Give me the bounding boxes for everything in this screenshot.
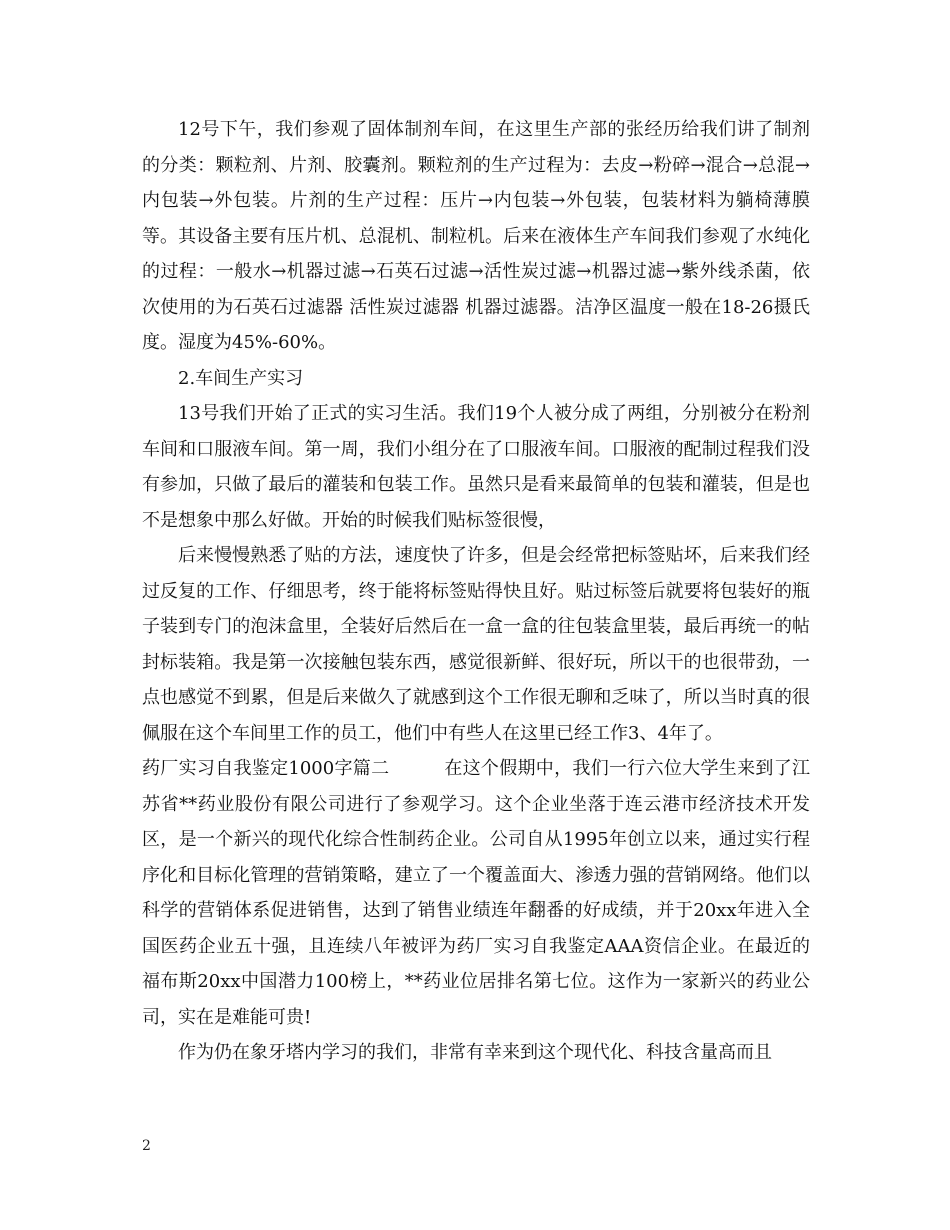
paragraph-company-intro [142,751,810,1035]
page-number: 2 [142,1138,151,1154]
company-intro-text: 在这个假期中，我们一行六位大学生来到了江苏省**药业股份有限公司进行了参观学习。这个企业坐落于连云港市经济技术开发区，是一个新兴的现代化综合性制药企业。公司自从1995年创立以来，通过实行程序化和目标化管理的营销策略，建立了一个覆盖面大、渗透力强的营销网络。他们以科学的营销体系促进销售，达到了销售业绩连年翻番的好成绩，并于20xx年进入全国医药企业五十强，且连续八年被评为药厂实习自我鉴定AAA资信企业。在最近的福布斯20xx中国潜力100榜上，**药业位居排名第七位。这作为一家新兴的药业公司，实在是难能可贵! [142,758,811,1028]
paragraph-internship-start: 13号我们开始了正式的实习生活。我们19个人被分成了两组，分别被分在粉剂车间和口服液车间。第一周，我们小组分在了口服液车间。口服液的配制过程我们没有参加，只做了最后的灌装和包装工作。虽然只是看来最简单的包装和灌装，但是也不是想象中那么好做。开始的时候我们贴标签很慢， [142,403,810,531]
paragraph-ivory-tower: 作为仍在象牙塔内学习的我们，非常有幸来到这个现代化、科技含量高而且 [178,1042,772,1063]
document-body [142,112,810,1071]
paragraph-labeling-work: 后来慢慢熟悉了贴的方法，速度快了许多，但是会经常把标签贴坏，后来我们经过反复的工作、仔细思考，终于能将标签贴得快且好。贴过标签后就要将包装好的瓶子装到专门的泡沫盒里，全装好后然后在一盒一盒的往包装盒里装，最后再统一的帖封标装箱。我是第一次接触包装东西，感觉很新鲜、很好玩，所以干的也很带劲，一点也感觉不到累，但是后来做久了就感到这个工作很无聊和乏味了，所以当时真的很佩服在这个车间里工作的员工，他们中有些人在这里已经工作3、4年了。 [142,545,810,744]
section-title: 药厂实习自我鉴定1000字篇二 [142,758,390,779]
paragraph-solid-workshop: 12号下午，我们参观了固体制剂车间，在这里生产部的张经历给我们讲了制剂的分类：颗粒剂、片剂、胶囊剂。颗粒剂的生产过程为：去皮→粉碎→混合→总混→内包装→外包装。片剂的生产过程：压片→内包装→外包装，包装材料为躺椅薄膜等。其设备主要有压片机、总混机、制粒机。后来在液体生产车间我们参观了水纯化的过程：一般水→机器过滤→石英石过滤→活性炭过滤→机器过滤→紫外线杀菌，依次使用的为石英石过滤器 活性炭过滤器 机器过滤器。洁净区温度一般在18-26摄氏度。湿度为45%-60%。 [142,119,810,353]
subheading-workshop-practice: 2.车间生产实习 [178,367,304,389]
section-title-gap [389,758,444,779]
